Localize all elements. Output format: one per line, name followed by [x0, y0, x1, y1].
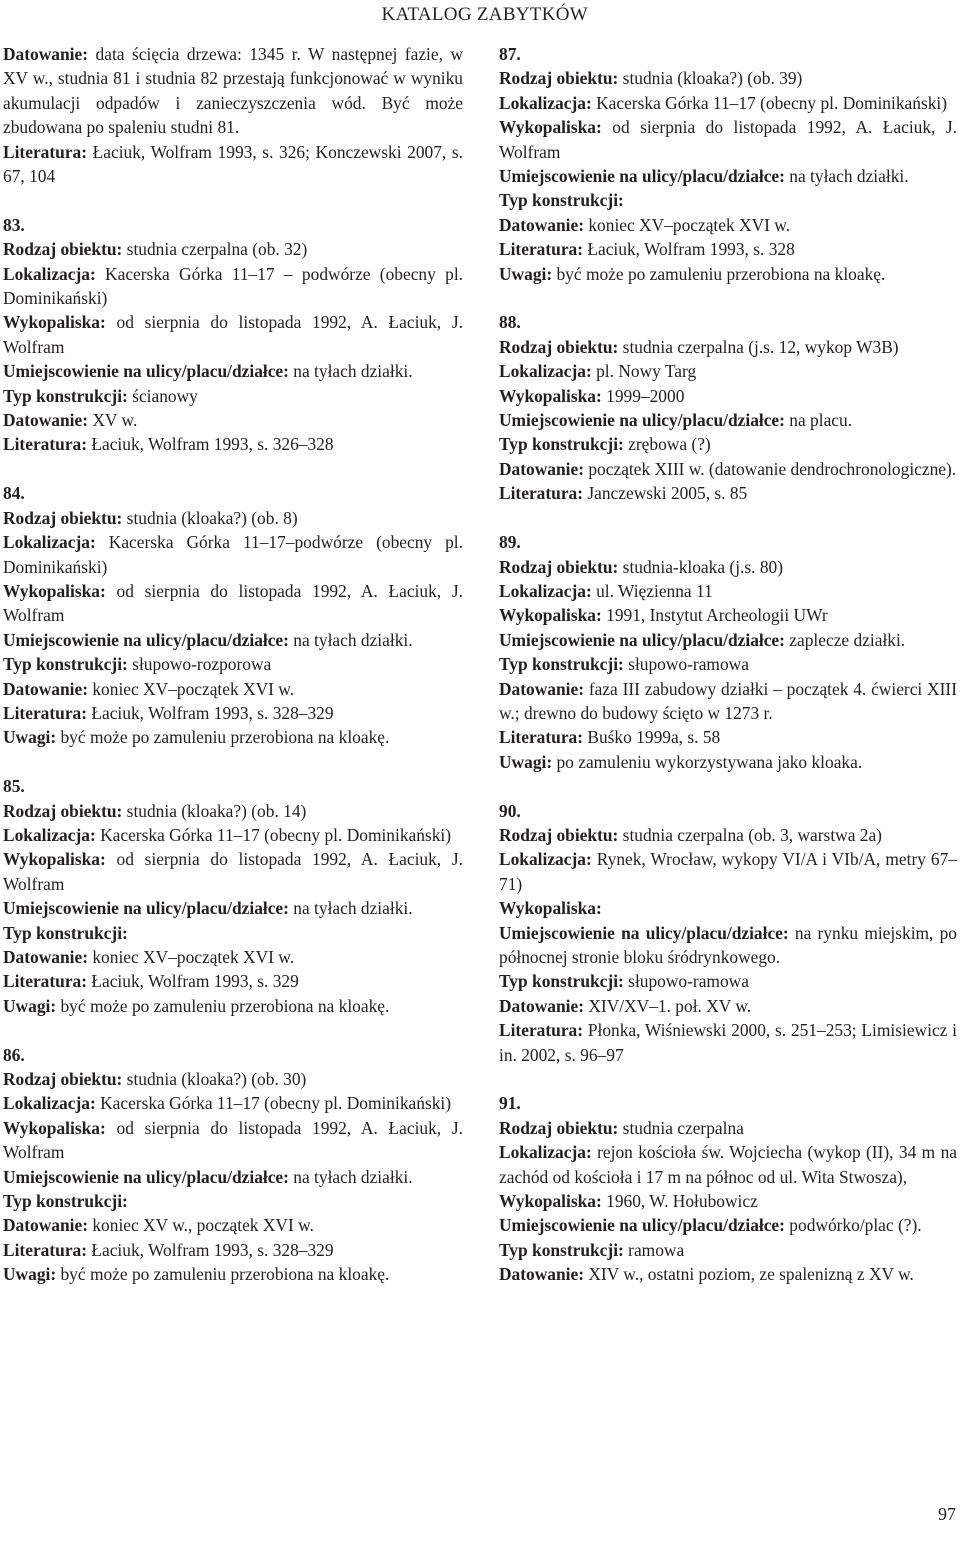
field-label: Typ konstrukcji:: [3, 922, 128, 943]
entry-field: [499, 42, 957, 66]
field-value: początek XIII w. (datowanie dendrochronologiczne).: [588, 458, 957, 479]
field-label: Lokalizacja:: [3, 532, 109, 553]
field-label: Datowanie:: [499, 1264, 589, 1285]
entry-field: [499, 652, 957, 676]
field-value: na rynku miejskim, po północnej stronie bloku śródrynkowego.: [499, 922, 958, 967]
field-value: być może po zamuleniu przerobiona na kloakę.: [60, 727, 390, 748]
field-value: być może po zamuleniu przerobiona na kloakę.: [556, 263, 886, 284]
field-label: Umiejscowienie na ulicy/placu/działce:: [3, 361, 294, 382]
field-label: Umiejscowienie na ulicy/placu/działce:: [499, 629, 790, 650]
field-value: studnia (kloaka?) (ob. 39): [622, 68, 803, 89]
field-value: data ścięcia drzewa: 1345 r. W następnej fazie, w XV w., studnia 81 i studnia 82 przestają funkcjonować w wyniku akumulacji odpadów i zanieczyszczenia wód. Być może zbudowana po spaleniu studni 81.: [3, 44, 463, 138]
field-label: 83.: [3, 214, 25, 235]
entry-field: [3, 799, 463, 823]
field-label: Typ konstrukcji:: [499, 190, 624, 211]
field-label: Literatura:: [3, 434, 92, 455]
entry-field: [3, 530, 463, 579]
field-label: Datowanie:: [3, 678, 93, 699]
field-value: XV w.: [92, 410, 138, 431]
entry-field: [499, 994, 957, 1018]
field-value: XIV w., ostatni poziom, ze spalenizną z XV w.: [588, 1264, 914, 1285]
field-value: studnia czerpalna (j.s. 12, wykop W3B): [622, 336, 899, 357]
field-label: Umiejscowienie na ulicy/placu/działce:: [3, 1166, 294, 1187]
entry-field: [499, 164, 957, 188]
entry-field: [3, 896, 463, 920]
entry-field: [499, 628, 957, 652]
field-label: Datowanie:: [3, 410, 93, 431]
field-label: Datowanie:: [3, 1215, 93, 1236]
field-label: Uwagi:: [3, 727, 61, 748]
field-label: Literatura:: [499, 483, 588, 504]
entry-field: [3, 847, 463, 896]
entry-field: [3, 213, 463, 237]
entry-field: [3, 1067, 463, 1091]
field-label: Umiejscowienie na ulicy/placu/działce:: [499, 410, 790, 431]
field-label: Umiejscowienie na ulicy/placu/działce:: [499, 1215, 790, 1236]
field-value: Kacerska Górka 11–17 (obecny pl. Dominikański): [100, 824, 452, 845]
field-value: Kacerska Górka 11–17 (obecny pl. Dominikański): [100, 1093, 452, 1114]
entry-field: [499, 725, 957, 749]
field-value: ul. Więzienna 11: [596, 580, 713, 601]
field-label: Rodzaj obiektu:: [499, 336, 623, 357]
field-value: Rynek, Wrocław, wykopy VI/A i VIb/A, metry 67–71): [499, 849, 957, 894]
field-value: na tyłach działki.: [293, 898, 413, 919]
field-label: Datowanie:: [499, 458, 589, 479]
field-label: Wykopaliska:: [3, 580, 117, 601]
entry-gap: [3, 188, 463, 212]
entry-field: [499, 1189, 957, 1213]
entry-field: [3, 1189, 463, 1213]
entry-field: [499, 262, 957, 286]
entry-field: [499, 1140, 957, 1189]
field-label: Wykopaliska:: [499, 1191, 607, 1212]
field-label: Typ konstrukcji:: [3, 1191, 128, 1212]
field-value: Łaciuk, Wolfram 1993, s. 328–329: [91, 702, 334, 723]
entry-field: [499, 188, 957, 212]
field-value: zrębowa (?): [628, 434, 711, 455]
entry-gap: [499, 774, 957, 798]
field-label: Wykopaliska:: [499, 385, 607, 406]
catalog-entry: [499, 1091, 957, 1286]
field-value: koniec XV–początek XVI w.: [92, 678, 295, 699]
entry-field: [3, 310, 463, 359]
field-label: Datowanie:: [3, 44, 96, 64]
entry-field: [499, 481, 957, 505]
field-value: na tyłach działki.: [293, 361, 413, 382]
field-value: ścianowy: [132, 385, 198, 406]
field-label: 88.: [499, 312, 521, 333]
field-label: 87.: [499, 44, 521, 64]
entry-field: [3, 42, 463, 140]
right-column: [499, 42, 957, 1287]
entry-field: [3, 506, 463, 530]
field-label: Typ konstrukcji:: [499, 434, 629, 455]
field-value: Łaciuk, Wolfram 1993, s. 329: [91, 971, 299, 992]
field-value: Kacerska Górka 11–17 – podwórze (obecny pl. Dominikański): [3, 263, 463, 309]
catalog-entry: [499, 42, 957, 286]
entry-field: [499, 335, 957, 359]
field-label: Typ konstrukcji:: [499, 971, 629, 992]
entry-field: [499, 969, 957, 993]
field-label: Lokalizacja:: [499, 849, 597, 870]
field-label: Lokalizacja:: [3, 1093, 101, 1114]
entry-field: [499, 384, 957, 408]
field-label: Lokalizacja:: [499, 361, 597, 382]
catalog-entry: [499, 310, 957, 505]
catalog-entry: [3, 1043, 463, 1287]
entry-gap: [499, 286, 957, 310]
field-value: studnia czerpalna (ob. 32): [126, 239, 308, 260]
field-label: Lokalizacja:: [499, 580, 597, 601]
entry-field: [3, 1091, 463, 1115]
entry-gap: [499, 1067, 957, 1091]
field-label: 85.: [3, 776, 25, 797]
field-label: Literatura:: [3, 1239, 92, 1260]
field-value: słupowo-rozporowa: [132, 654, 272, 675]
entry-field: [3, 262, 463, 311]
field-value: faza III zabudowy działki – początek 4. ćwierci XIII w.; drewno do budowy ścięto w 1273 r.: [499, 678, 957, 723]
entry-field: [3, 677, 463, 701]
field-value: koniec XV–początek XVI w.: [588, 214, 791, 235]
entry-field: [3, 1043, 463, 1067]
field-label: Rodzaj obiektu:: [3, 507, 127, 528]
field-value: Janczewski 2005, s. 85: [587, 483, 748, 504]
field-label: Wykopaliska:: [3, 312, 117, 333]
field-value: Łaciuk, Wolfram 1993, s. 328: [587, 239, 795, 260]
catalog-entry: [3, 213, 463, 457]
field-label: Rodzaj obiektu:: [499, 556, 623, 577]
entry-field: [3, 701, 463, 725]
field-value: od sierpnia do listopada 1992, A. Łaciuk, J. Wolfram: [3, 849, 463, 894]
entry-field: [499, 896, 957, 920]
field-value: Kacerska Górka 11–17–podwórze (obecny pl. Dominikański): [3, 532, 463, 577]
running-header: KATALOG ZABYTKÓW: [381, 4, 588, 25]
field-label: 91.: [499, 1093, 521, 1114]
field-label: Literatura:: [499, 1020, 588, 1041]
field-value: od sierpnia do listopada 1992, A. Łaciuk, J. Wolfram: [3, 312, 463, 357]
entry-field: [499, 1238, 957, 1262]
entry-field: [3, 359, 463, 383]
entry-field: [499, 799, 957, 823]
field-label: Wykopaliska:: [499, 117, 613, 138]
field-label: Lokalizacja:: [3, 263, 106, 284]
field-label: 90.: [499, 800, 521, 821]
field-label: Umiejscowienie na ulicy/placu/działce:: [3, 898, 294, 919]
field-label: Uwagi:: [499, 751, 557, 772]
field-value: studnia (kloaka?) (ob. 8): [126, 507, 298, 528]
catalog-entry: [3, 42, 463, 188]
entry-field: [499, 921, 957, 970]
entry-field: [499, 1018, 957, 1067]
field-label: Datowanie:: [499, 995, 589, 1016]
field-value: na tyłach działki.: [293, 629, 413, 650]
field-value: słupowo-ramowa: [628, 654, 749, 675]
field-label: Typ konstrukcji:: [499, 654, 629, 675]
field-value: na tyłach działki.: [293, 1166, 413, 1187]
field-value: po zamuleniu wykorzystywana jako kloaka.: [556, 751, 863, 772]
field-value: pl. Nowy Targ: [596, 361, 697, 382]
entry-field: [3, 774, 463, 798]
catalog-entry: [499, 799, 957, 1067]
field-label: Rodzaj obiektu:: [499, 68, 623, 89]
catalog-entry: [3, 481, 463, 749]
catalog-entry: [499, 530, 957, 774]
field-label: Literatura:: [3, 971, 92, 992]
field-label: Lokalizacja:: [499, 92, 597, 113]
field-label: Rodzaj obiektu:: [499, 824, 623, 845]
entry-field: [499, 359, 957, 383]
field-value: Kacerska Górka 11–17 (obecny pl. Dominikański): [596, 92, 948, 113]
field-value: studnia (kloaka?) (ob. 30): [126, 1069, 307, 1089]
field-value: studnia czerpalna (ob. 3, warstwa 2a): [622, 824, 882, 845]
field-label: Wykopaliska:: [499, 605, 607, 626]
entry-field: [3, 1116, 463, 1165]
field-value: koniec XV–początek XVI w.: [92, 946, 295, 967]
entry-field: [3, 628, 463, 652]
field-label: Lokalizacja:: [3, 824, 101, 845]
field-label: Typ konstrukcji:: [3, 654, 133, 675]
field-label: Umiejscowienie na ulicy/placu/działce:: [3, 629, 294, 650]
entry-field: [3, 140, 463, 189]
entry-field: [3, 921, 463, 945]
entry-field: [499, 677, 957, 726]
entry-field: [3, 725, 463, 749]
entry-field: [499, 66, 957, 90]
field-label: 84.: [3, 483, 25, 504]
field-value: od sierpnia do listopada 1992, A. Łaciuk, J. Wolfram: [3, 1117, 463, 1163]
field-value: od sierpnia do listopada 1992, A. Łaciuk, J. Wolfram: [3, 580, 463, 626]
field-value: koniec XV w., początek XVI w.: [92, 1215, 314, 1236]
field-value: od sierpnia do listopada 1992, A. Łaciuk, J. Wolfram: [499, 117, 957, 162]
field-label: Typ konstrukcji:: [499, 1239, 629, 1260]
page-number: 97: [938, 1504, 956, 1524]
field-value: zaplecze działki.: [789, 629, 906, 650]
entry-field: [3, 652, 463, 676]
field-value: 1960, W. Hołubowicz: [606, 1191, 758, 1212]
field-label: 89.: [499, 532, 521, 553]
field-label: Literatura:: [499, 239, 588, 260]
entry-field: [499, 1116, 957, 1140]
field-label: Wykopaliska:: [499, 898, 602, 919]
entry-field: [499, 1091, 957, 1115]
field-value: Buśko 1999a, s. 58: [587, 727, 721, 748]
entry-field: [499, 579, 957, 603]
entry-field: [499, 213, 957, 237]
entry-field: [3, 237, 463, 261]
field-label: 86.: [3, 1044, 25, 1065]
entry-field: [3, 969, 463, 993]
field-label: Literatura:: [3, 702, 92, 723]
field-label: Literatura:: [3, 141, 93, 162]
field-label: Uwagi:: [3, 1264, 61, 1285]
field-label: Lokalizacja:: [499, 1142, 598, 1163]
field-value: Łaciuk, Wolfram 1993, s. 328–329: [91, 1239, 334, 1260]
entry-field: [499, 310, 957, 334]
entry-field: [499, 750, 957, 774]
catalog-entry: [3, 774, 463, 1018]
entry-gap: [499, 506, 957, 530]
field-value: ramowa: [628, 1239, 685, 1260]
field-value: studnia-kloaka (j.s. 80): [622, 556, 784, 577]
entry-field: [3, 945, 463, 969]
field-value: Łaciuk, Wolfram 1993, s. 326; Konczewski 2007, s. 67, 104: [3, 141, 463, 187]
field-label: Datowanie:: [499, 678, 589, 699]
field-value: podwórko/plac (?).: [789, 1215, 922, 1236]
field-label: Datowanie:: [499, 214, 589, 235]
field-label: Uwagi:: [499, 263, 557, 284]
field-value: na tyłach działki.: [789, 166, 909, 187]
field-value: rejon kościoła św. Wojciecha (wykop (II), 34 m na zachód od kościoła i 17 m na północ od ul. Wita Stwosza),: [499, 1142, 957, 1187]
field-value: Łaciuk, Wolfram 1993, s. 326–328: [91, 434, 334, 455]
field-value: studnia czerpalna: [622, 1117, 744, 1138]
field-value: 1991, Instytut Archeologii UWr: [606, 605, 828, 626]
entry-field: [499, 847, 957, 896]
field-value: na placu.: [789, 410, 853, 431]
field-value: XIV/XV–1. poł. XV w.: [588, 995, 752, 1016]
field-value: Płonka, Wiśniewski 2000, s. 251–253; Limisiewicz i in. 2002, s. 96–97: [499, 1020, 957, 1065]
field-label: Rodzaj obiektu:: [3, 800, 127, 821]
entry-field: [499, 823, 957, 847]
entry-field: [3, 408, 463, 432]
field-label: Rodzaj obiektu:: [3, 1069, 127, 1089]
entry-gap: [3, 457, 463, 481]
entry-field: [3, 994, 463, 1018]
field-label: Rodzaj obiektu:: [499, 1117, 623, 1138]
entry-field: [3, 481, 463, 505]
entry-field: [499, 530, 957, 554]
field-value: być może po zamuleniu przerobiona na kloakę.: [60, 995, 390, 1016]
field-label: Typ konstrukcji:: [3, 385, 133, 406]
entry-gap: [3, 750, 463, 774]
field-label: Literatura:: [499, 727, 588, 748]
field-value: słupowo-ramowa: [628, 971, 749, 992]
entry-field: [3, 1213, 463, 1237]
field-value: być może po zamuleniu przerobiona na kloakę.: [60, 1264, 390, 1285]
left-column: [3, 42, 463, 1287]
entry-field: [3, 432, 463, 456]
field-label: Wykopaliska:: [3, 1117, 117, 1138]
entry-field: [499, 555, 957, 579]
entry-gap: [3, 1018, 463, 1042]
field-label: Uwagi:: [3, 995, 61, 1016]
entry-field: [499, 1262, 957, 1286]
entry-field: [499, 1213, 957, 1237]
field-label: Datowanie:: [3, 946, 93, 967]
entry-field: [3, 384, 463, 408]
field-label: Rodzaj obiektu:: [3, 239, 127, 260]
entry-field: [3, 579, 463, 628]
entry-field: [499, 91, 957, 115]
field-value: 1999–2000: [606, 385, 685, 406]
entry-field: [3, 1165, 463, 1189]
entry-field: [499, 115, 957, 164]
field-label: Umiejscowienie na ulicy/placu/działce:: [499, 922, 795, 943]
entry-field: [3, 823, 463, 847]
field-label: Umiejscowienie na ulicy/placu/działce:: [499, 166, 790, 187]
entry-field: [3, 1262, 463, 1286]
entry-field: [499, 603, 957, 627]
entry-field: [499, 457, 957, 481]
field-label: Wykopaliska:: [3, 849, 117, 870]
entry-field: [3, 1238, 463, 1262]
field-value: studnia (kloaka?) (ob. 14): [126, 800, 307, 821]
entry-field: [499, 408, 957, 432]
entry-field: [499, 432, 957, 456]
entry-field: [499, 237, 957, 261]
